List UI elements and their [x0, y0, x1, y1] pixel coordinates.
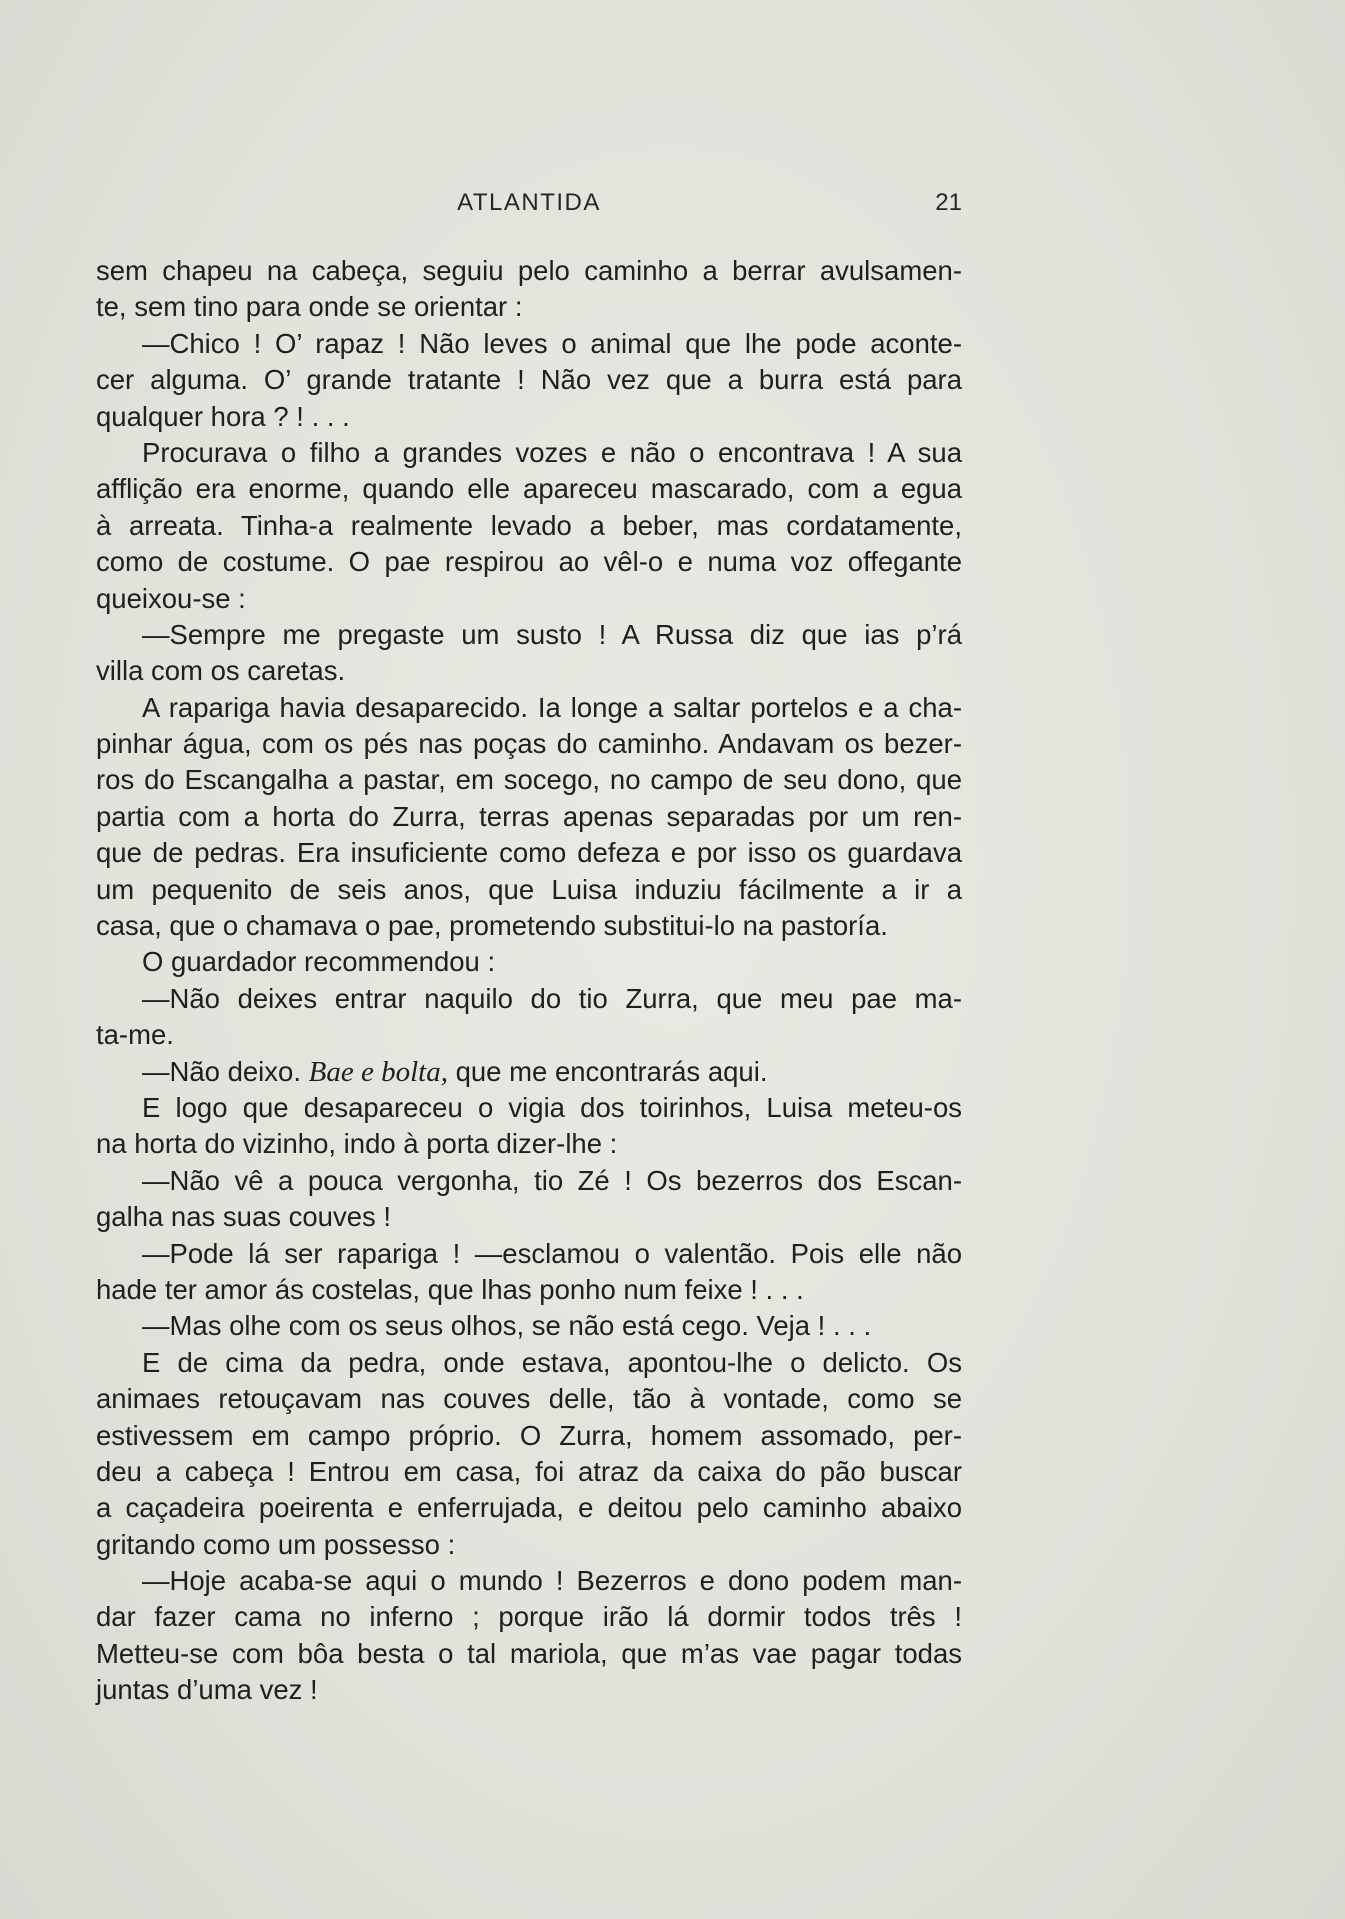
page-number: 21 — [935, 189, 962, 216]
text-line: como de costume. O pae respirou ao vêl-o e numa voz offegante — [96, 546, 962, 578]
text-line: à arreata. Tinha-a realmente levado a beber, mas cordatamente, — [96, 509, 962, 541]
text-line: —Chico ! O’ rapaz ! Não leves o animal que lhe pode aconte- — [142, 327, 962, 359]
dialogue-text: —Não deixo. — [142, 1055, 301, 1087]
body-text — [96, 253, 962, 1709]
text-line: A rapariga havia desaparecido. Ia longe a saltar portelos e a cha- — [142, 691, 962, 723]
text-line: gritando como um possesso : — [96, 1528, 456, 1560]
text-line: —Mas olhe com os seus olhos, se não está cego. Veja ! . . . — [142, 1310, 872, 1342]
text-line: ta-me. — [96, 1019, 174, 1051]
text-line: —Hoje acaba-se aqui o mundo ! Bezerros e dono podem man- — [142, 1565, 962, 1597]
text-line: te, sem tino para onde se orientar : — [96, 291, 523, 323]
text-line: deu a cabeça ! Entrou em casa, foi atraz da caixa do pão buscar — [96, 1455, 962, 1487]
text-line: que de pedras. Era insuficiente como defeza e por isso os guardava — [96, 837, 962, 869]
text-line: E logo que desapareceu o vigia dos toirinhos, Luisa meteu-os — [142, 1091, 962, 1123]
text-line: —Sempre me pregaste um susto ! A Russa diz que ias p’rá — [142, 618, 962, 650]
text-line: animaes retouçavam nas couves delle, tão à vontade, como se — [96, 1383, 962, 1415]
text-line: sem chapeu na cabeça, seguiu pelo caminho a berrar avulsamen- — [96, 255, 962, 286]
text-line: casa, que o chamava o pae, prometendo substitui-lo na pastoría. — [96, 910, 888, 942]
text-line: E de cima da pedra, onde estava, apontou-lhe o delicto. Os — [142, 1346, 962, 1378]
text-line: galha nas suas couves ! — [96, 1201, 392, 1233]
text-line: queixou-se : — [96, 582, 246, 614]
text-line: partia com a horta do Zurra, terras apenas separadas por um ren- — [96, 800, 962, 832]
text-line: ros do Escangalha a pastar, em socego, no campo de seu dono, que — [96, 764, 962, 796]
text-line: a caçadeira poeirenta e enferrujada, e deitou pelo caminho abaixo — [96, 1492, 962, 1524]
text-line: Procurava o filho a grandes vozes e não o encontrava ! A sua — [142, 436, 962, 468]
page-header — [96, 183, 962, 223]
text-line: dar fazer cama no inferno ; porque irão lá dormir todos três ! — [96, 1601, 962, 1633]
text-line: villa com os caretas. — [96, 655, 346, 687]
italic-phrase: Bae e bolta, — [308, 1055, 448, 1088]
text-line: O guardador recommendou : — [142, 946, 496, 978]
text-line: Metteu-se com bôa besta o tal mariola, que m’as vae pagar todas — [96, 1637, 962, 1669]
text-line: —Não deixes entrar naquilo do tio Zurra, que meu pae ma- — [142, 982, 962, 1014]
text-line: —Não vê a pouca vergonha, tio Zé ! Os bezerros dos Escan- — [142, 1164, 962, 1196]
running-title: ATLANTIDA — [457, 189, 601, 216]
dialogue-text: que me encontrarás aqui. — [455, 1055, 768, 1087]
text-line: pinhar água, com os pés nas poças do caminho. Andavam os bezer- — [96, 728, 962, 760]
text-line: juntas d’uma vez ! — [96, 1674, 318, 1706]
text-line: afflição era enorme, quando elle apareceu mascarado, com a egua — [96, 473, 962, 505]
text-line: um pequenito de seis anos, que Luisa induziu fácilmente a ir a — [96, 873, 962, 905]
text-line: cer alguma. O’ grande tratante ! Não vez que a burra está para — [96, 364, 962, 396]
text-line: na horta do vizinho, indo à porta dizer-lhe : — [96, 1128, 618, 1160]
text-line: hade ter amor ás costelas, que lhas ponho num feixe ! . . . — [96, 1273, 804, 1305]
text-line: estivessem em campo próprio. O Zurra, homem assomado, per- — [96, 1419, 962, 1451]
text-line: —Pode lá ser rapariga ! —esclamou o valentão. Pois elle não — [142, 1237, 962, 1269]
text-line: qualquer hora ? ! . . . — [96, 400, 350, 432]
text-line-mixed — [96, 1054, 962, 1090]
